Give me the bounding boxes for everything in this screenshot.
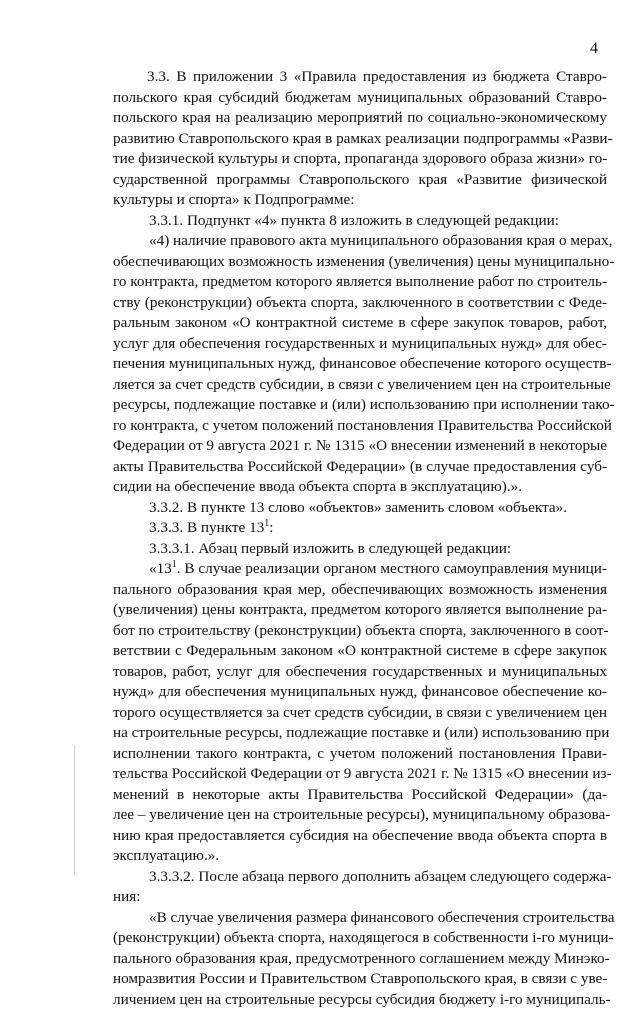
text-line: 3.3.3.2. После абзаца первого дополнить абзацем следующего содержа-	[113, 867, 607, 888]
text-line: (реконструкции) объекта спорта, находящегося в собственности i-го муници-	[113, 928, 607, 949]
paragraph-p-increase	[113, 908, 607, 1010]
text-line: тельства Российской Федерации от 9 августа 2021 г. № 1315 «О внесении из-	[113, 764, 607, 785]
text-line: пального образования края, предусмотренного соглашением между Минэко-	[113, 949, 607, 970]
paragraph-p-3-3-1	[113, 211, 607, 232]
text-line: на строительные ресурсы, подлежащие поставке и (или) использованию при	[113, 723, 607, 744]
text-line: ресурсы, подлежащие поставке и (или) использованию при исполнении тако-	[113, 395, 607, 416]
footnote-superscript: 1	[172, 559, 177, 570]
paragraph-p-13-1	[113, 559, 607, 867]
text-line: нужд» для обеспечения муниципальных нужд, финансовое обеспечение ко-	[113, 682, 607, 703]
text-line: обеспечивающих возможность изменения (увеличения) цены муниципально-	[113, 252, 607, 273]
text-line: акты Правительства Российской Федерации» (в случае предоставления суб-	[113, 457, 607, 478]
text-line: 3.3.3. В пункте $13^1$:	[113, 518, 607, 539]
text-line: бот по строительству (реконструкции) объекта спорта, заключенного в соот-	[113, 621, 607, 642]
text-line: услуг для обеспечения государственных и муниципальных нужд» для обес-	[113, 334, 607, 355]
text-line: 3.3. В приложении 3 «Правила предоставления из бюджета Ставро-	[113, 67, 607, 88]
text-line: сударственной программы Ставропольского края «Развитие физической	[113, 170, 607, 191]
text-line: «4) наличие правового акта муниципального образования края о мерах,	[113, 231, 607, 252]
page-number: 4	[590, 40, 598, 58]
text-line: «$13^1$. В случае реализации органом местного самоуправления муници-	[113, 559, 607, 580]
text-line: 3.3.1. Подпункт «4» пункта 8 изложить в следующей редакции:	[113, 211, 607, 232]
margin-mark	[74, 745, 75, 875]
text-line: ния:	[113, 887, 607, 908]
paragraph-p-3-3-3	[113, 518, 607, 539]
text-line: 3.3.2. В пункте 13 слово «объектов» заменить словом «объекта».	[113, 498, 607, 519]
text-line: развитию Ставропольского края в рамках реализации подпрограммы «Разви-	[113, 129, 607, 150]
paragraph-p-3-3-3-1	[113, 539, 607, 560]
text-line: культуры и спорта» к Подпрограмме:	[113, 190, 607, 211]
text-line: номразвития России и Правительством Ставропольского края, в связи с уве-	[113, 969, 607, 990]
text-line: лее – увеличение цен на строительные ресурсы), муниципальному образова-	[113, 805, 607, 826]
text-line: исполнении такого контракта, с учетом положений постановления Прави-	[113, 744, 607, 765]
text-line: ветствии с Федеральным законом «О контрактной системе в сфере закупок	[113, 641, 607, 662]
text-line: польского края субсидий бюджетам муниципальных образований Ставро-	[113, 88, 607, 109]
paragraph-p-3-3-2	[113, 498, 607, 519]
text-line: «В случае увеличения размера финансового обеспечения строительства	[113, 908, 607, 929]
footnote-superscript: 1	[264, 518, 269, 529]
text-line: нию края предоставляется субсидия на обеспечение ввода объекта спорта в	[113, 826, 607, 847]
text-line: личением цен на строительные ресурсы субсидия бюджету i-го муниципаль-	[113, 990, 607, 1010]
text-line: торого осуществляется за счет средств субсидии, в связи с увеличением цен	[113, 703, 607, 724]
text-line: сидии на обеспечение ввода объекта спорта в эксплуатацию).».	[113, 477, 607, 498]
paragraph-p-3-3-3-2	[113, 867, 607, 908]
text-line: ляется за счет средств субсидии, в связи с увеличением цен на строительные	[113, 375, 607, 396]
text-line: го контракта, с учетом положений постановления Правительства Российской	[113, 416, 607, 437]
text-line: пального образования края мер, обеспечивающих возможность изменения	[113, 580, 607, 601]
document-body	[113, 67, 607, 1010]
text-line: товаров, работ, услуг для обеспечения государственных и муниципальных	[113, 662, 607, 683]
text-line: тие физической культуры и спорта, пропаганда здорового образа жизни» го-	[113, 149, 607, 170]
text-line: польского края на реализацию мероприятий по социально-экономическому	[113, 108, 607, 129]
text-line: го контракта, предметом которого является выполнение работ по строитель-	[113, 272, 607, 293]
text-line: (увеличения) цены контракта, предметом которого является выполнение ра-	[113, 600, 607, 621]
paragraph-p-3-3	[113, 67, 607, 211]
text-line: печения муниципальных нужд, финансовое обеспечение которого осуществ-	[113, 354, 607, 375]
text-line: эксплуатацию.».	[113, 846, 607, 867]
text-line: 3.3.3.1. Абзац первый изложить в следующей редакции:	[113, 539, 607, 560]
text-line: ральным законом «О контрактной системе в сфере закупок товаров, работ,	[113, 313, 607, 334]
text-line: менений в некоторые акты Правительства Российской Федерации» (да-	[113, 785, 607, 806]
paragraph-p-sub-4	[113, 231, 607, 498]
text-line: Федерации от 9 августа 2021 г. № 1315 «О внесении изменений в некоторые	[113, 436, 607, 457]
text-line: ству (реконструкции) объекта спорта, заключенного в соответствии с Феде-	[113, 293, 607, 314]
